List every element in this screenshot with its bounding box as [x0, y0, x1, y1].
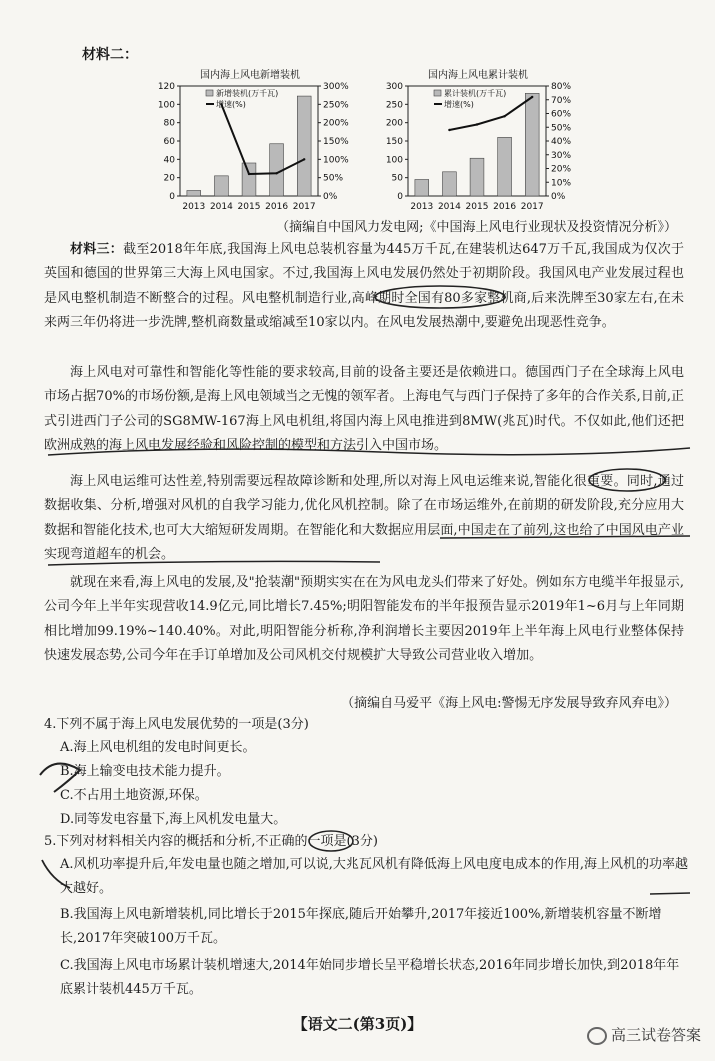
right-tick-label: 70% [551, 95, 572, 106]
growth-point [448, 129, 450, 131]
x-tick-label: 2016 [493, 202, 517, 212]
left-tick-label: 50 [391, 173, 403, 184]
left-tick-label: 150 [385, 137, 403, 147]
paragraph-text: 截至2018年年底,我国海上风电总装机容量为445万千瓦,在建装机达647万千瓦,我国成为仅次于英国和德国的世界第三大海上风电国家。不过,我国海上风电发展仍然处于初期阶段。我国风电产业发展过程也是风电整机制造不断整合的过程。风电整机制造行业,高峰期时全国有80多家整机商,后来洗牌至30家左右,在未来两三年仍将进一步洗牌,整机商数量或缩减至10家以内。在风电发展热潮中,要避免出现恶性竞争。 [44, 242, 684, 331]
left-tick-label: 40 [163, 155, 175, 166]
chart-new-installed [146, 68, 354, 216]
right-tick-label: 300% [323, 82, 349, 92]
question-5-stem: 5.下列对材料相关内容的概括和分析,不正确的一项是(3分) [44, 834, 378, 849]
left-tick-label: 20 [163, 173, 175, 184]
growth-point [476, 123, 478, 125]
watermark-text: 高三试卷答案 [610, 1026, 701, 1044]
legend-bar-label: 新增装机(万千瓦) [216, 89, 279, 98]
question-4-option-b[interactable]: B.海上输变电技术能力提升。 [60, 764, 230, 779]
question-4-option-c[interactable]: C.不占用土地资源,环保。 [60, 788, 208, 803]
material-3-paragraph-1 [44, 238, 684, 336]
legend-bar-label: 累计装机(万千瓦) [444, 89, 507, 98]
left-tick-label: 60 [163, 137, 175, 147]
bar [297, 96, 311, 196]
legend-bar-swatch [434, 90, 441, 96]
right-tick-label: 60% [551, 109, 572, 120]
watermark [587, 1024, 701, 1045]
x-tick-label: 2017 [292, 202, 316, 212]
right-tick-label: 100% [323, 155, 349, 166]
right-tick-label: 50% [551, 123, 572, 134]
chart-cumulative-installed [374, 68, 582, 216]
left-tick-label: 250 [385, 100, 403, 111]
source-citation-2: （摘编自马爱平《海上风电:警惕无序发展导致弃风弃电》） [341, 696, 677, 711]
left-tick-label: 80 [163, 118, 175, 129]
x-tick-label: 2015 [465, 202, 489, 212]
left-tick-label: 200 [385, 118, 403, 129]
x-tick-label: 2015 [237, 202, 261, 212]
growth-point [275, 172, 277, 174]
right-tick-label: 50% [323, 173, 344, 184]
x-tick-label: 2017 [520, 202, 544, 212]
right-tick-label: 80% [551, 82, 572, 92]
bar [498, 137, 512, 196]
right-tick-label: 250% [323, 100, 349, 111]
question-5-option-b[interactable]: B.我国海上风电新增装机,同比增长于2015年探底,随后开始攀升,2017年接近100%,新增装机容量不断增长,2017年突破100万千瓦。 [60, 907, 662, 946]
right-tick-label: 20% [551, 164, 572, 175]
chart-title: 国内海上风电新增装机 [200, 70, 300, 81]
growth-point [503, 115, 505, 117]
growth-point [303, 158, 305, 160]
chart-new-installed-svg [146, 68, 354, 216]
material-2-label: 材料二： [82, 47, 138, 63]
left-tick-label: 120 [157, 82, 175, 92]
page-footer: 【语文二(第3页)】 [292, 1015, 423, 1033]
bar [187, 191, 201, 197]
right-tick-label: 0% [551, 192, 566, 202]
legend-line-label: 增速(%) [216, 100, 246, 109]
x-tick-label: 2014 [437, 202, 461, 212]
x-tick-label: 2013 [182, 202, 206, 212]
x-tick-label: 2016 [265, 202, 289, 212]
right-tick-label: 0% [323, 192, 338, 202]
growth-point [531, 96, 533, 98]
right-tick-label: 150% [323, 137, 349, 147]
left-tick-label: 100 [385, 155, 403, 166]
bar [215, 176, 229, 196]
x-tick-label: 2014 [209, 202, 233, 212]
right-tick-label: 30% [551, 150, 572, 161]
bar [415, 180, 429, 197]
material-3-label: 材料三： [70, 242, 124, 257]
x-tick-label: 2013 [410, 202, 434, 212]
chart-cumulative-installed-svg [374, 68, 582, 216]
bar [470, 158, 484, 196]
bar [242, 163, 256, 196]
chart-title: 国内海上风电累计装机 [428, 70, 528, 81]
question-4-option-d[interactable]: D.同等发电容量下,海上风机发电量大。 [60, 812, 287, 827]
right-tick-label: 200% [323, 118, 349, 129]
source-citation-1: （摘编自中国风力发电网;《中国海上风电行业现状及投资情况分析》） [276, 220, 677, 235]
bar [443, 172, 457, 196]
legend-bar-swatch [206, 90, 213, 96]
left-tick-label: 300 [385, 82, 403, 92]
material-3-paragraph-4: 就现在来看,海上风电的发展,及"抢装潮"预期实实在在为风电龙头们带来了好处。例如东方电缆半年报显示,公司今年上半年实现营收14.9亿元,同比增长7.45%;明阳智能发布的半年报预告显示2019年1~6月与上年同期相比增加99.19%~140.40%。对此,明阳智能分析称,净利润增长主要因2019年上半年海上风电行业整体保持快速发展态势,公司今年在手订单增加及公司风机交付规模扩大导致公司营业收入增加。 [44, 575, 684, 664]
left-tick-label: 0 [169, 192, 175, 202]
wechat-icon [587, 1027, 607, 1045]
growth-point [248, 173, 250, 175]
material-3-paragraph-3: 海上风电运维可达性差,特别需要远程故障诊断和处理,所以对海上风电运维来说,智能化很重要。同时,通过数据收集、分析,增强对风机的自我学习能力,优化风机控制。除了在市场运维外,在前期的研发阶段,充分应用大数据和智能化技术,也可大大缩短研发周期。在智能化和大数据应用层面,中国走在了前列,这也给了中国风电产业实现弯道超车的机会。 [44, 474, 684, 563]
left-tick-label: 100 [157, 100, 175, 111]
legend-line-label: 增速(%) [444, 100, 474, 109]
right-tick-label: 10% [551, 178, 572, 189]
question-4-option-a[interactable]: A.海上风电机组的发电时间更长。 [60, 740, 256, 755]
right-tick-label: 40% [551, 137, 572, 147]
growth-line [221, 104, 304, 174]
material-3-paragraph-2: 海上风电对可靠性和智能化等性能的要求较高,目前的设备主要还是依赖进口。德国西门子在全球海上风电市场占据70%的市场份额,是海上风电领域当之无愧的领军者。上海电气与西门子保持了多年的合作关系,日前,正式引进西门子公司的SG8MW-167海上风电机组,将国内海上风电推进到8MW(兆瓦)时代。不仅如此,他们还把欧洲成熟的海上风电发展经验和风险控制的模型和方法引入中国市场。 [44, 365, 684, 454]
bar [525, 93, 539, 196]
question-4-stem: 4.下列不属于海上风电发展优势的一项是(3分) [44, 717, 309, 732]
question-5-option-c[interactable]: C.我国海上风电市场累计装机增速大,2014年始同步增长呈平稳增长状态,2016年同步增长加快,到2018年年底累计装机445万千瓦。 [60, 958, 680, 997]
left-tick-label: 0 [397, 192, 403, 202]
question-5-option-a[interactable]: A.风机功率提升后,年发电量也随之增加,可以说,大兆瓦风机有降低海上风电度电成本的作用,海上风机的功率越大越好。 [60, 857, 689, 896]
